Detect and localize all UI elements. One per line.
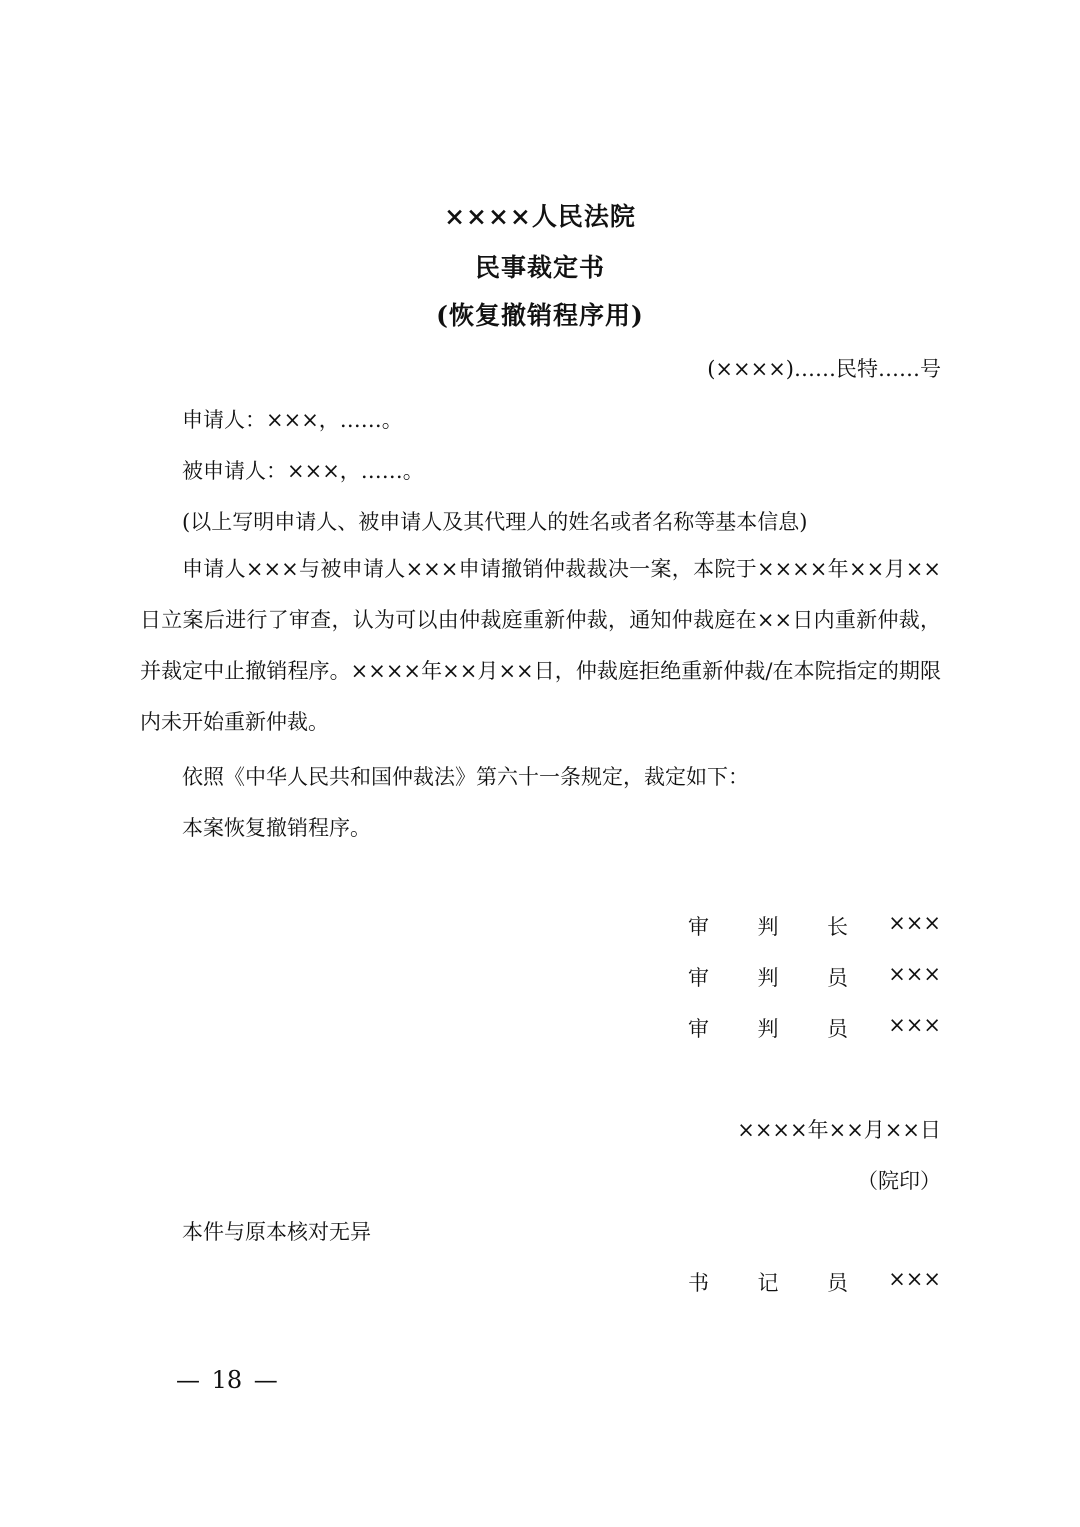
respondent-line: 被申请人：×××，……。: [182, 459, 424, 483]
signature-row-clerk: [688, 1267, 941, 1297]
signature-role: 审 判 员: [688, 1017, 848, 1041]
legal-basis: 依照《中华人民共和国仲裁法》第六十一条规定，裁定如下：: [182, 765, 749, 789]
signature-name: ×××: [888, 962, 941, 986]
facts-paragraph: 申请人×××与被申请人×××申请撤销仲裁裁决一案，本院于××××年××月××日立案后进行了审查，认为可以由仲裁庭重新仲裁，通知仲裁庭在××日内重新仲裁，并裁定中止撤销程序。××××年××月××日，仲裁庭拒绝重新仲裁/在本院指定的期限内未开始重新仲裁。: [140, 557, 941, 734]
signature-row-judge-1: [688, 962, 941, 992]
signature-name: ×××: [888, 911, 941, 935]
signature-name: ×××: [888, 1013, 941, 1037]
court-name: ××××人民法院: [444, 202, 636, 231]
applicant-line: 申请人：×××，……。: [182, 408, 403, 432]
document-subtitle: (恢复撤销程序用): [436, 301, 644, 330]
parties-note: (以上写明申请人、被申请人及其代理人的姓名或者名称等基本信息): [182, 510, 808, 534]
ruling-date: ××××年××月××日: [737, 1118, 941, 1142]
page-number: — 18 —: [176, 1366, 278, 1394]
signature-role: 审 判 员: [688, 966, 848, 990]
ruling: 本案恢复撤销程序。: [182, 816, 371, 840]
signature-row-judge-2: [688, 1013, 941, 1043]
signature-name: ×××: [888, 1267, 941, 1291]
signature-row-presiding-judge: [688, 911, 941, 941]
signature-role: 书 记 员: [688, 1271, 848, 1295]
signature-role: 审 判 长: [688, 915, 848, 939]
case-number: (××××)……民特……号: [707, 357, 941, 381]
document-type: 民事裁定书: [474, 253, 605, 282]
court-seal-note: （院印）: [857, 1169, 941, 1193]
verification-note: 本件与原本核对无异: [182, 1220, 371, 1244]
